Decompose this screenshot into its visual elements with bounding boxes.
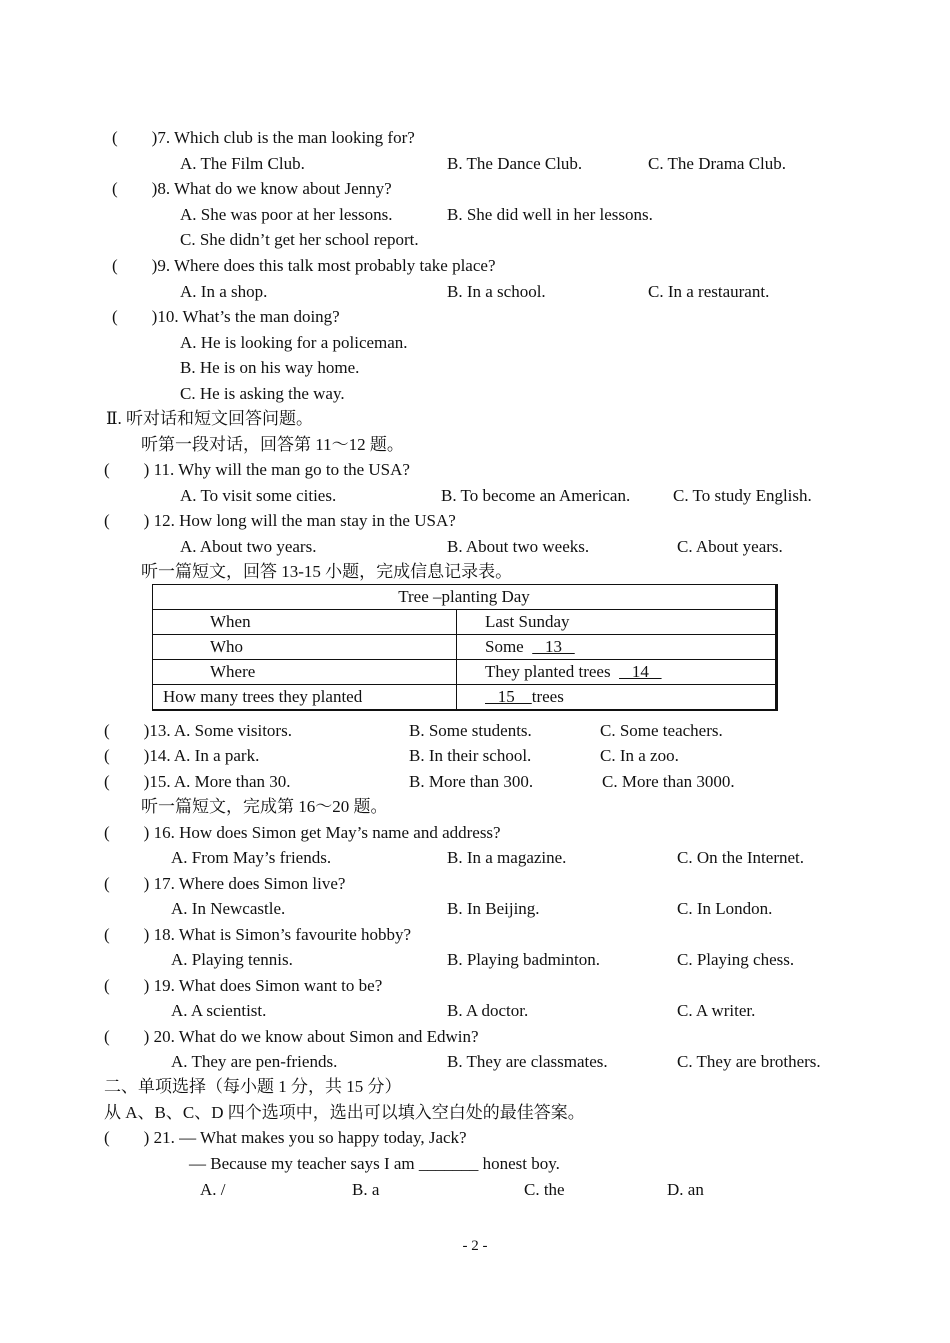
question-16-option-a: A. From May’s friends.	[171, 848, 332, 867]
question-7-stem: ( )7. Which club is the man looking for?	[112, 128, 415, 147]
question-12-stem: ( ) 12. How long will the man stay in the USA?	[104, 511, 456, 530]
question-15-option-b: B. More than 300.	[409, 772, 534, 791]
question-10-option-c: C. He is asking the way.	[180, 384, 345, 403]
answer-blank-15[interactable]: 15	[485, 687, 532, 706]
question-11-stem: ( ) 11. Why will the man go to the USA?	[104, 460, 410, 479]
table-row	[153, 635, 777, 660]
question-7-option-a: A. The Film Club.	[180, 154, 305, 173]
table-row	[153, 660, 777, 685]
row-label: Who	[153, 635, 457, 660]
question-15-option-c: C. More than 3000.	[602, 772, 735, 791]
answer-blank-13[interactable]: 13	[532, 637, 575, 656]
question-16-option-b: B. In a magazine.	[447, 848, 567, 867]
question-20-option-a: A. They are pen-friends.	[171, 1052, 338, 1071]
question-20-stem: ( ) 20. What do we know about Simon and Edwin?	[104, 1027, 479, 1046]
question-7-option-c: C. The Drama Club.	[648, 154, 787, 173]
table-row	[153, 610, 777, 635]
table-row	[153, 685, 777, 711]
question-11-option-b: B. To become an American.	[441, 486, 631, 505]
row-value: They planted trees	[485, 662, 620, 681]
question-21-option-d: D. an	[667, 1180, 704, 1199]
question-8-option-b: B. She did well in her lessons.	[447, 205, 653, 224]
part-2-instruction: 从 A、B、C、D 四个选项中，选出可以填入空白处的最佳答案。	[104, 1103, 585, 1122]
row-label: When	[153, 610, 457, 635]
question-16-stem: ( ) 16. How does Simon get May’s name and address?	[104, 823, 501, 842]
question-12-option-b: B. About two weeks.	[447, 537, 590, 556]
question-18-option-a: A. Playing tennis.	[171, 950, 293, 969]
question-8-option-a: A. She was poor at her lessons.	[180, 205, 393, 224]
question-10-option-b: B. He is on his way home.	[180, 358, 360, 377]
row-value: Some	[485, 637, 533, 656]
question-16-option-c: C. On the Internet.	[677, 848, 804, 867]
row-value-suffix: trees	[531, 687, 564, 706]
page-number: - 2 -	[462, 1238, 488, 1254]
question-9-option-c: C. In a restaurant.	[648, 282, 770, 301]
question-10-option-a: A. He is looking for a policeman.	[180, 333, 408, 352]
row-label: Where	[153, 660, 457, 685]
question-9-option-a: A. In a shop.	[180, 282, 268, 301]
question-18-stem: ( ) 18. What is Simon’s favourite hobby?	[104, 925, 412, 944]
tree-planting-record-table	[152, 584, 778, 711]
question-21-option-a: A. /	[200, 1180, 226, 1199]
question-14-stem: ( )14. A. In a park.	[104, 746, 260, 765]
question-8-option-c: C. She didn’t get her school report.	[180, 230, 419, 249]
table-title: Tree –planting Day	[153, 585, 777, 610]
section-2-intro: 听第一段对话，回答第 11～12 题。	[141, 435, 404, 454]
question-20-option-b: B. They are classmates.	[447, 1052, 608, 1071]
question-8-stem: ( )8. What do we know about Jenny?	[112, 179, 392, 198]
row-value: Last Sunday	[485, 612, 570, 631]
question-19-option-b: B. A doctor.	[447, 1001, 529, 1020]
question-18-option-b: B. Playing badminton.	[447, 950, 600, 969]
question-11-option-a: A. To visit some cities.	[180, 486, 337, 505]
question-13-option-c: C. Some teachers.	[600, 721, 723, 740]
question-20-option-c: C. They are brothers.	[677, 1052, 821, 1071]
question-19-option-c: C. A writer.	[677, 1001, 756, 1020]
question-17-option-b: B. In Beijing.	[447, 899, 540, 918]
question-19-option-a: A. A scientist.	[171, 1001, 267, 1020]
question-14-option-b: B. In their school.	[409, 746, 532, 765]
question-10-stem: ( )10. What’s the man doing?	[112, 307, 340, 326]
question-17-option-a: A. In Newcastle.	[171, 899, 286, 918]
question-13-stem: ( )13. A. Some visitors.	[104, 721, 292, 740]
question-17-option-c: C. In London.	[677, 899, 773, 918]
answer-blank-14[interactable]: 14	[619, 662, 662, 681]
question-9-stem: ( )9. Where does this talk most probably take place?	[112, 256, 496, 275]
question-19-stem: ( ) 19. What does Simon want to be?	[104, 976, 383, 995]
question-21-line-2: — Because my teacher says I am _______ honest boy.	[189, 1154, 560, 1173]
question-21-option-c: C. the	[524, 1180, 565, 1199]
question-17-stem: ( ) 17. Where does Simon live?	[104, 874, 346, 893]
passage-intro: 听一篇短文，完成第 16～20 题。	[141, 797, 388, 816]
part-2-title: 二、单项选择（每小题 1 分，共 15 分）	[104, 1077, 402, 1096]
question-9-option-b: B. In a school.	[447, 282, 546, 301]
section-2-title: Ⅱ. 听对话和短文回答问题。	[106, 409, 314, 428]
question-7-option-b: B. The Dance Club.	[447, 154, 583, 173]
table-intro: 听一篇短文，回答 13-15 小题，完成信息记录表。	[141, 562, 513, 581]
question-21-stem: ( ) 21. — What makes you so happy today, Jack?	[104, 1128, 467, 1147]
row-label: How many trees they planted	[153, 685, 457, 711]
question-15-stem: ( )15. A. More than 30.	[104, 772, 291, 791]
question-14-option-c: C. In a zoo.	[600, 746, 679, 765]
question-12-option-c: C. About years.	[677, 537, 783, 556]
question-12-option-a: A. About two years.	[180, 537, 317, 556]
question-11-option-c: C. To study English.	[673, 486, 812, 505]
question-13-option-b: B. Some students.	[409, 721, 532, 740]
question-21-option-b: B. a	[352, 1180, 380, 1199]
question-18-option-c: C. Playing chess.	[677, 950, 795, 969]
